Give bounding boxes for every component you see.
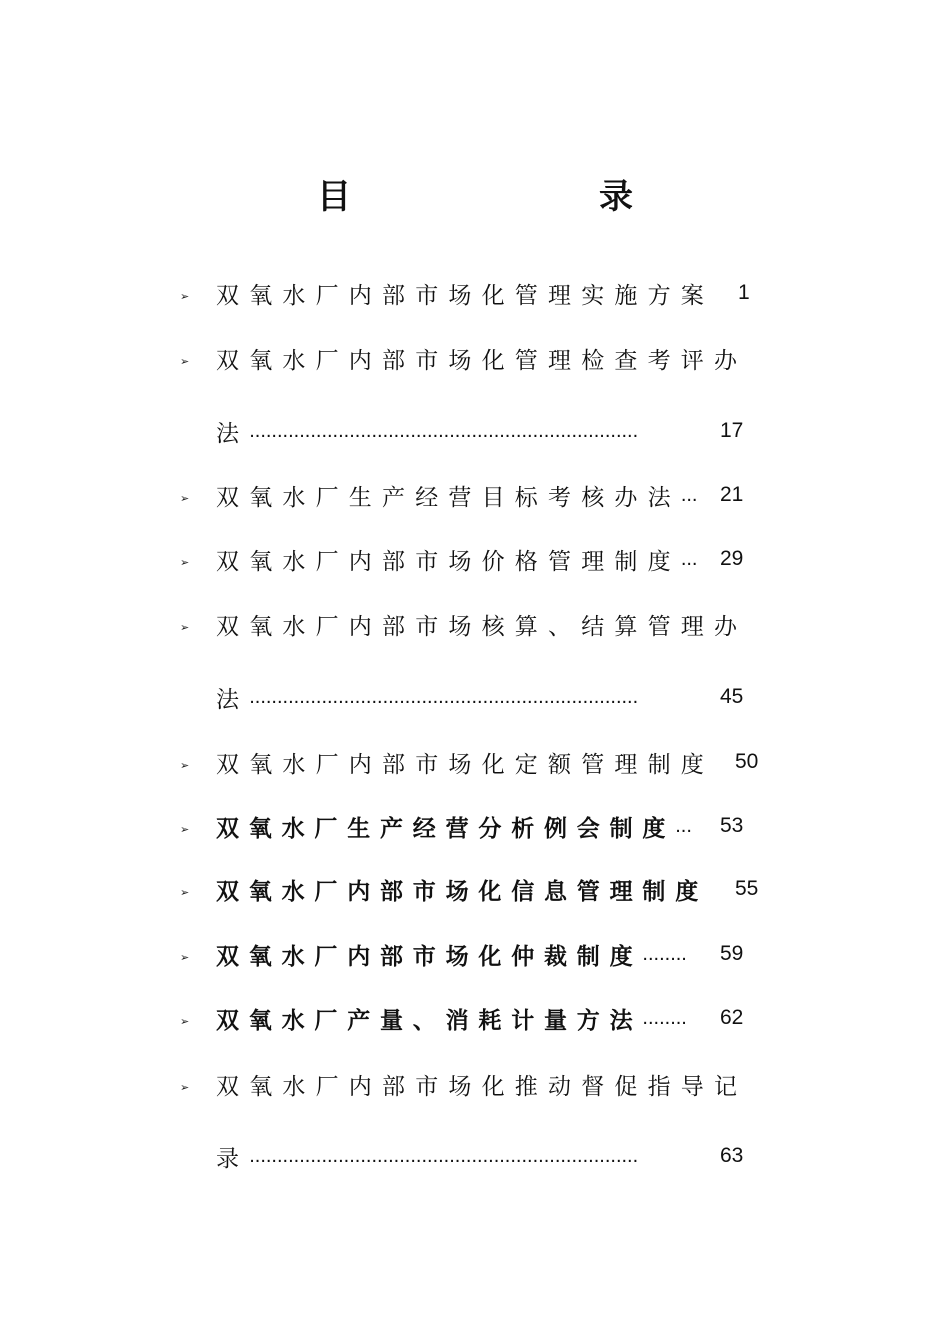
toc-entry-title: 双氧水厂内部市场化管理实施方案 <box>216 282 714 309</box>
arrowhead-bullet-icon: ➢ <box>180 492 190 505</box>
toc-entry-5-continued[interactable] <box>216 680 705 714</box>
toc-entry-title-continued: 法 <box>216 686 250 713</box>
toc-entry-title-continued: 法 <box>216 420 250 447</box>
toc-entry-2[interactable] <box>216 341 747 375</box>
toc-entry-10[interactable] <box>216 1001 694 1035</box>
dot-leader: ........ <box>642 942 687 965</box>
toc-entry-6[interactable] <box>216 745 714 779</box>
toc-page-number: 62 <box>720 1006 744 1029</box>
dot-leader: ...................................................................... <box>249 685 639 708</box>
toc-page-number: 50 <box>735 750 759 773</box>
toc-entry-11-continued[interactable] <box>216 1139 705 1173</box>
toc-page-number: 21 <box>720 483 744 506</box>
toc-page-number: 29 <box>720 547 744 570</box>
arrowhead-bullet-icon: ➢ <box>180 951 190 964</box>
toc-entry-title: 双氧水厂内部市场化推动督促指导记 <box>216 1073 748 1100</box>
toc-entry-7[interactable] <box>216 809 697 843</box>
page-title: 目 录 <box>317 177 693 217</box>
toc-page-number: 59 <box>720 942 744 965</box>
toc-page-number: 63 <box>720 1144 744 1167</box>
arrowhead-bullet-icon: ➢ <box>180 355 190 368</box>
dot-leader: ... <box>680 547 698 570</box>
toc-entry-title: 双氧水厂生产经营分析例会制度 <box>216 815 676 842</box>
arrowhead-bullet-icon: ➢ <box>180 290 190 303</box>
dot-leader: ...................................................................... <box>249 1144 639 1167</box>
arrowhead-bullet-icon: ➢ <box>180 886 190 899</box>
toc-entry-title: 双氧水厂内部市场化管理检查考评办 <box>216 347 748 374</box>
arrowhead-bullet-icon: ➢ <box>180 1015 190 1028</box>
toc-entry-title: 双氧水厂内部市场化定额管理制度 <box>216 751 714 778</box>
toc-entry-4[interactable] <box>216 542 703 576</box>
toc-entry-8[interactable] <box>216 872 708 906</box>
arrowhead-bullet-icon: ➢ <box>180 759 190 772</box>
dot-leader: ........ <box>642 1006 687 1029</box>
toc-entry-title: 双氧水厂内部市场价格管理制度 <box>216 548 681 575</box>
toc-page-number: 45 <box>720 685 744 708</box>
toc-entry-2-continued[interactable] <box>216 414 705 448</box>
dot-leader: ...................................................................... <box>249 419 639 442</box>
toc-entry-title-continued: 录 <box>216 1145 250 1172</box>
toc-entry-9[interactable] <box>216 937 694 971</box>
toc-entry-title: 双氧水厂产量、消耗计量方法 <box>216 1007 643 1034</box>
toc-entry-5[interactable] <box>216 607 747 641</box>
toc-entry-title: 双氧水厂内部市场化信息管理制度 <box>216 878 708 905</box>
toc-page-number: 53 <box>720 814 744 837</box>
toc-entry-1[interactable] <box>216 276 714 310</box>
toc-page-number: 17 <box>720 419 744 442</box>
toc-entry-title: 双氧水厂内部市场核算、结算管理办 <box>216 613 748 640</box>
arrowhead-bullet-icon: ➢ <box>180 621 190 634</box>
toc-entry-title: 双氧水厂生产经营目标考核办法 <box>216 484 681 511</box>
arrowhead-bullet-icon: ➢ <box>180 1081 190 1094</box>
toc-entry-3[interactable] <box>216 478 703 512</box>
arrowhead-bullet-icon: ➢ <box>180 823 190 836</box>
dot-leader: ... <box>680 483 698 506</box>
toc-entry-title: 双氧水厂内部市场化仲裁制度 <box>216 943 643 970</box>
toc-page-number: 55 <box>735 877 759 900</box>
arrowhead-bullet-icon: ➢ <box>180 556 190 569</box>
toc-page-number: 1 <box>738 281 750 304</box>
toc-entry-11[interactable] <box>216 1067 747 1101</box>
dot-leader: ... <box>675 814 692 837</box>
